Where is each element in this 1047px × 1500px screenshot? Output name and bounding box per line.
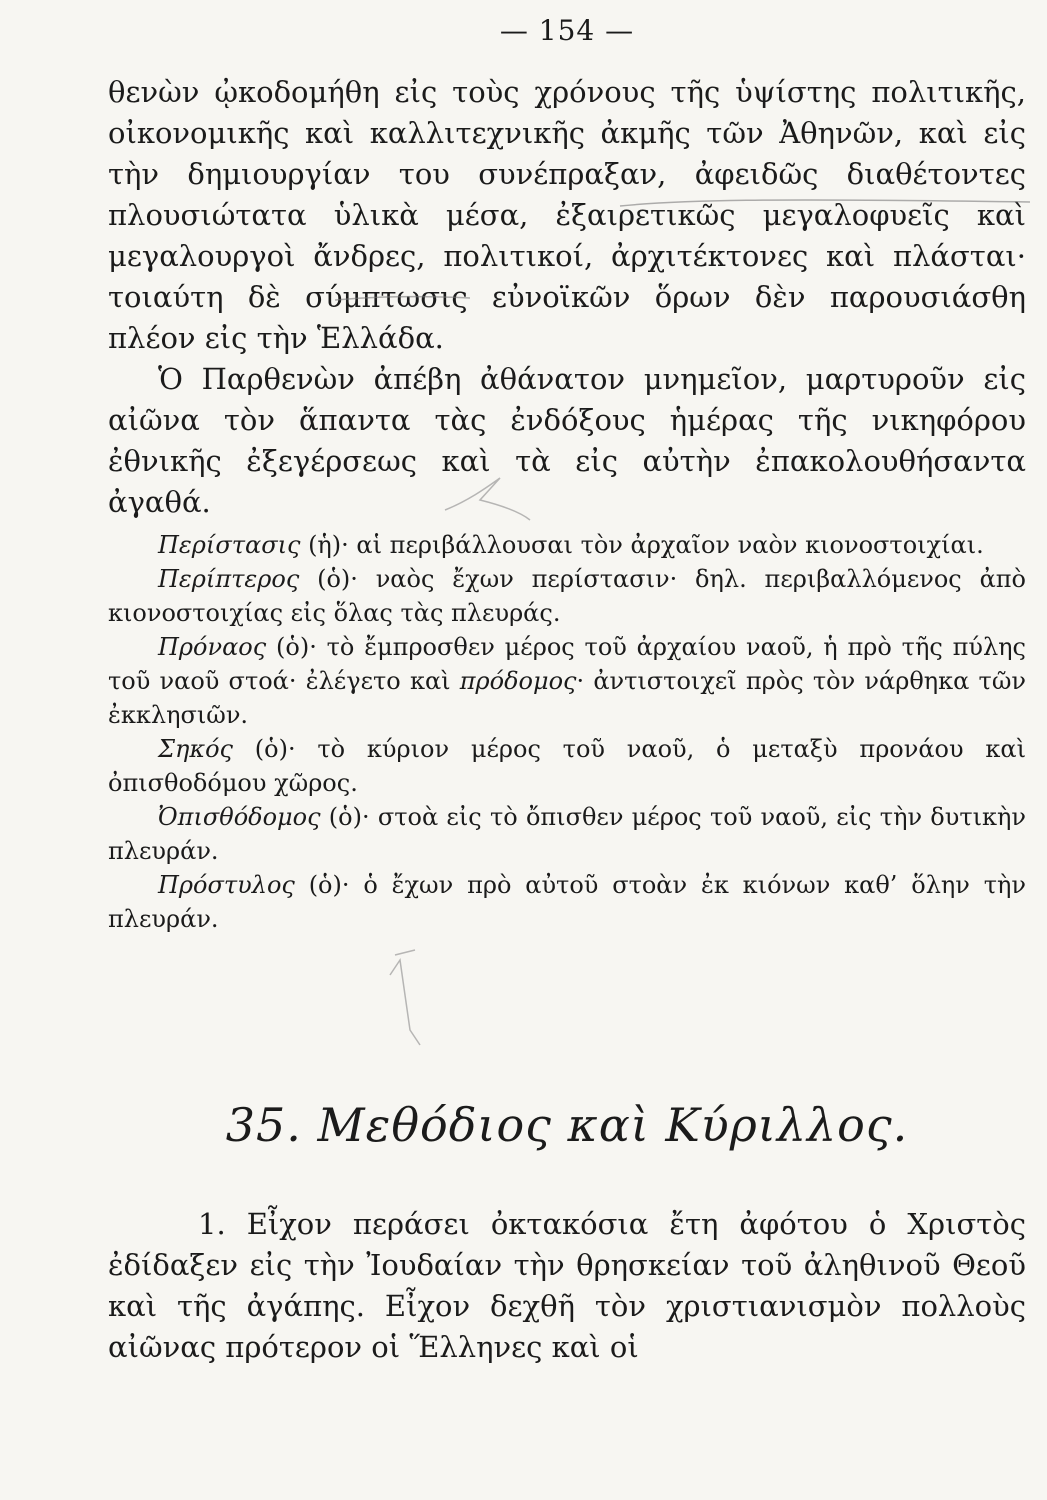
glossary-term: Ὀπισθόδομος	[158, 803, 321, 831]
glossary-definition: (ὁ)· ναὸς ἔχων περίστασιν· δηλ. περιβαλλόμενος ἀπὸ κιονοστοιχίας εἰς ὅλας τὰς πλευράς.	[108, 565, 1026, 627]
glossary-entry	[108, 630, 1026, 732]
glossary-definition: (ὁ)· στοὰ εἰς τὸ ὄπισθεν μέρος τοῦ ναοῦ, εἰς τὴν δυτικὴν πλευράν.	[108, 803, 1026, 865]
glossary-term: Περίπτερος	[158, 565, 300, 593]
glossary-term: Περίστασις	[158, 531, 301, 559]
glossary-definition: (ὁ)· τὸ ἔμπροσθεν μέρος τοῦ ἀρχαίου ναοῦ, ἡ πρὸ τῆς πύλης τοῦ ναοῦ στοά· ἐλέγετο καὶ	[108, 633, 1026, 695]
glossary-term: Σηκός	[158, 735, 233, 763]
glossary-entry	[108, 528, 1026, 562]
glossary-entry	[108, 562, 1026, 630]
glossary-entry	[108, 732, 1026, 800]
glossary-definition-cont: · ἀντιστοιχεῖ πρὸς τὸν νάρθηκα τῶν ἐκκλησιῶν.	[108, 667, 1026, 729]
chapter-text	[108, 1204, 1026, 1368]
glossary-definition: (ὁ)· τὸ κύριον μέρος τοῦ ναοῦ, ὁ μεταξὺ προνάου καὶ ὀπισθοδόμου χῶρος.	[108, 735, 1026, 797]
chapter-paragraph: 1. Εἶχον περάσει ὀκτακόσια ἔτη ἀφότου ὁ Χριστὸς ἐδίδαξεν εἰς τὴν Ἰουδαίαν τὴν θρησκείαν τοῦ ἀληθινοῦ Θεοῦ καὶ τῆς ἀγάπης. Εἶχον δεχθῆ τὸν χριστιανισμὸν πολλοὺς αἰῶνας πρότερον οἱ Ἕλληνες καὶ οἱ	[108, 1207, 1026, 1364]
paragraph-parthenon-construction: θενὼν ᾠκοδομήθη εἰς τοὺς χρόνους τῆς ὑψίστης πολιτικῆς, οἰκονομικῆς καὶ καλλιτεχνικῆς ἀκμῆς τῶν Ἀθηνῶν, καὶ εἰς τὴν δημιουργίαν του συνέπραξαν, ἀφειδῶς διαθέτοντες πλουσιώτατα ὑλικὰ μέσα, ἐξαιρετικῶς μεγαλοφυεῖς καὶ μεγαλουργοὶ ἄνδρες, πολιτικοί, ἀρχιτέκτονες καὶ πλάσται· τοιαύτη δὲ σύμπτωσις εὐνοϊκῶν ὅρων δὲν παρουσιάσθη πλέον εἰς τὴν Ἑλλάδα.	[108, 75, 1026, 355]
page-number: — 154 —	[499, 14, 635, 47]
glossary-term: Πρόστυλος	[158, 871, 295, 899]
glossary-definition: (ἡ)· αἱ περιβάλλουσαι τὸν ἀρχαῖον ναὸν κιονοστοιχίαι.	[300, 531, 984, 559]
glossary-term-alt: πρόδομος	[459, 667, 577, 695]
glossary-entry	[108, 868, 1026, 936]
glossary-term: Πρόναος	[158, 633, 267, 661]
chapter-title: 35. Μεθόδιος καὶ Κύριλλος.	[225, 1098, 909, 1152]
glossary-entry	[108, 800, 1026, 868]
glossary-definition: (ὁ)· ὁ ἔχων πρὸ αὐτοῦ στοὰν ἐκ κιόνων καθ’ ὅλην τὴν πλευράν.	[108, 871, 1026, 933]
main-text	[108, 72, 1026, 523]
glossary	[108, 528, 1026, 936]
paragraph-parthenon-monument: Ὁ Παρθενὼν ἀπέβη ἀθάνατον μνημεῖον, μαρτυροῦν εἰς αἰῶνα τὸν ἅπαντα τὰς ἐνδόξους ἡμέρας τῆς νικηφόρου ἐθνικῆς ἐξεγέρσεως καὶ τὰ εἰς αὐτὴν ἐπακολουθήσαντα ἀγαθά.	[108, 362, 1026, 519]
book-page	[108, 0, 1026, 1500]
